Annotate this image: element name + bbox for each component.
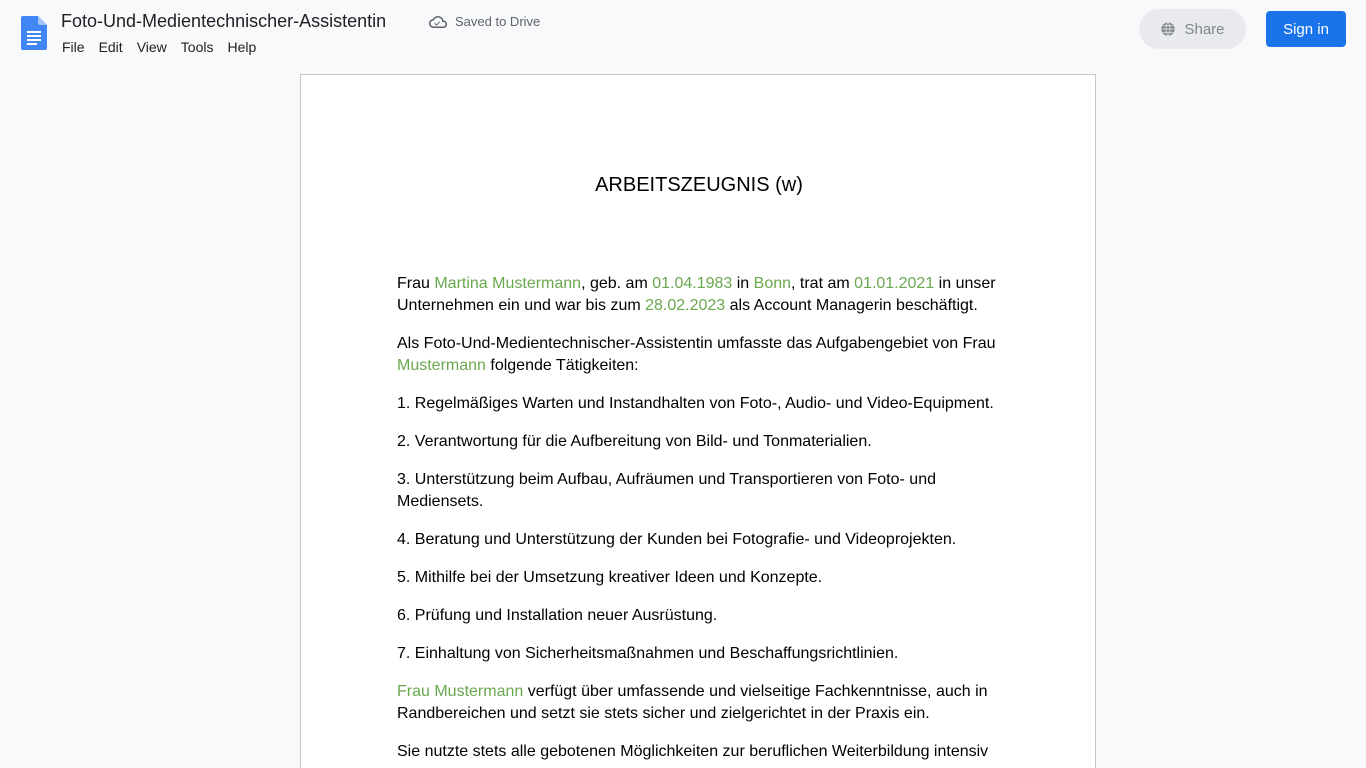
cloud-done-icon bbox=[429, 13, 447, 31]
task-item: 6. Prüfung und Installation neuer Ausrüstung. bbox=[397, 607, 718, 624]
share-label: Share bbox=[1184, 20, 1225, 38]
google-docs-icon[interactable] bbox=[21, 16, 47, 50]
text-run: in bbox=[732, 275, 754, 292]
paragraph-training: Sie nutzte stets alle gebotenen Möglichkeiten zur beruflichen Weiterbildung intensiv bbox=[397, 743, 989, 760]
save-status[interactable] bbox=[429, 13, 540, 31]
menu-edit[interactable]: Edit bbox=[98, 39, 123, 55]
task-item: 2. Verantwortung für die Aufbereitung von Bild- und Tonmaterialien. bbox=[397, 433, 872, 450]
text-run: verfügt über umfassende und vielseitige Fachkenntnisse, auch in Randbereichen und setzt sie stets sicher und zielgerichtet in der Praxis ein. bbox=[397, 683, 988, 722]
task-item: 7. Einhaltung von Sicherheitsmaßnahmen und Beschaffungsrichtlinien. bbox=[397, 645, 899, 662]
globe-icon bbox=[1160, 21, 1176, 37]
task-item: 1. Regelmäßiges Warten und Instandhalten von Foto-, Audio- und Video-Equipment. bbox=[397, 395, 994, 412]
start-date: 01.01.2021 bbox=[854, 275, 935, 292]
text-run: Frau bbox=[397, 275, 435, 292]
text-run: folgende Tätigkeiten: bbox=[485, 357, 639, 374]
document-body bbox=[397, 273, 1001, 768]
task-item: 5. Mithilfe bei der Umsetzung kreativer Ideen und Konzepte. bbox=[397, 569, 823, 586]
sign-in-button[interactable]: Sign in bbox=[1266, 11, 1346, 47]
document-title[interactable]: Foto-Und-Medientechnischer-Assistentin bbox=[61, 11, 387, 31]
text-run: , geb. am bbox=[581, 275, 653, 292]
document-page[interactable] bbox=[300, 74, 1096, 768]
text-run: als Account Managerin beschäftigt. bbox=[725, 297, 978, 314]
text-run: in unser Unternehmen ein und war bis zum bbox=[397, 275, 996, 314]
share-button[interactable] bbox=[1139, 9, 1246, 49]
paragraph-skills bbox=[397, 681, 1001, 725]
text-run: , trat am bbox=[791, 275, 855, 292]
paragraph-duties-intro bbox=[397, 333, 1001, 377]
menu-tools[interactable]: Tools bbox=[180, 39, 214, 55]
menu-file[interactable]: File bbox=[62, 39, 85, 55]
birth-date: 01.04.1983 bbox=[652, 275, 733, 292]
employee-lastname: Mustermann bbox=[397, 357, 486, 374]
menu-view[interactable]: View bbox=[136, 39, 167, 55]
top-bar bbox=[0, 0, 1366, 64]
text-run: Als Foto-Und-Medientechnischer-Assistentin umfasste das Aufgabengebiet von Frau bbox=[397, 335, 996, 352]
title-area bbox=[61, 9, 386, 33]
menu-help[interactable]: Help bbox=[227, 39, 257, 55]
task-item: 4. Beratung und Unterstützung der Kunden bei Fotografie- und Videoprojekten. bbox=[397, 531, 957, 548]
document-heading: ARBEITSZEUGNIS (w) bbox=[595, 174, 803, 196]
menu-bar bbox=[55, 36, 263, 58]
task-item: 3. Unterstützung beim Aufbau, Aufräumen und Transportieren von Foto- und Mediensets. bbox=[397, 471, 936, 510]
end-date: 28.02.2023 bbox=[645, 297, 726, 314]
employee-name: Frau Mustermann bbox=[397, 683, 524, 700]
saved-label: Saved to Drive bbox=[455, 14, 541, 29]
employee-name: Martina Mustermann bbox=[434, 275, 582, 292]
paragraph-intro bbox=[397, 273, 1001, 317]
birth-city: Bonn bbox=[753, 275, 792, 292]
